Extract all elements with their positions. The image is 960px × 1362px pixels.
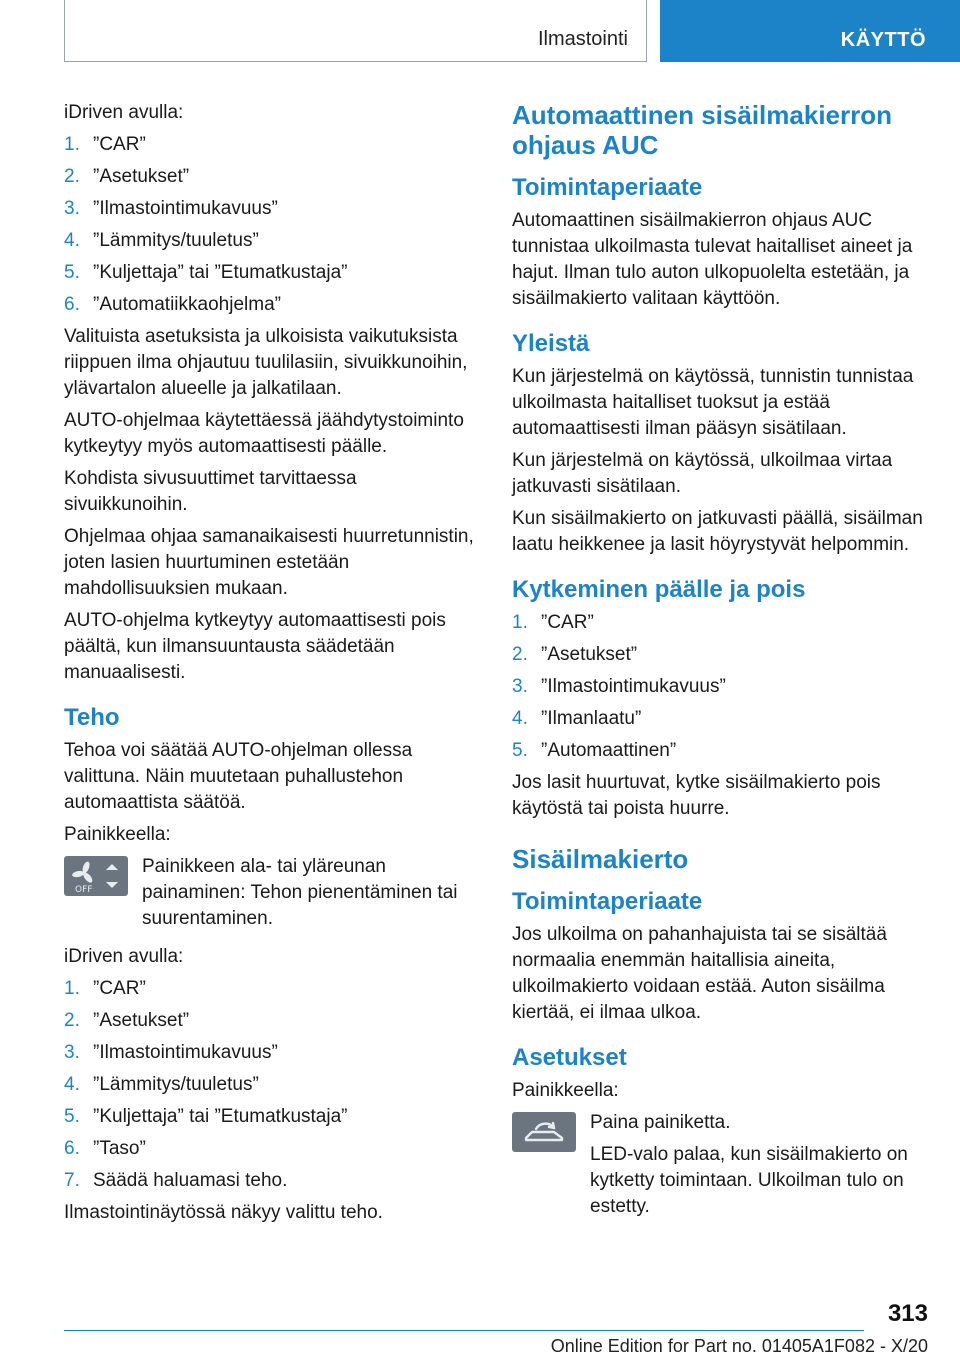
list-item: 6. ”Automatiikkaohjelma” (64, 294, 281, 315)
list-item: 4. ”Lämmitys/tuuletus” (64, 230, 259, 251)
idrive-intro: iDriven avulla: (64, 946, 184, 967)
paragraph: AUTO-ohjelmaa käytettäessä jäähdytystoiminto kytkeytyy myös automaattisesti päälle. (64, 410, 464, 457)
right-column (512, 100, 928, 1226)
list-item: 2. ”Asetukset” (64, 1010, 190, 1031)
paragraph: Jos ulkoilma on pahanhajuista tai se sisältää normaalia enemmän haitallisia aineita, ulkoilmakierto voidaan estää. Auton sisäilma kiertää, ei ilmaa ulkoa. (512, 924, 887, 1023)
header-section-box (64, 0, 647, 62)
paragraph: Kun järjestelmä on käytössä, tunnistin tunnistaa ulkoilmasta haitalliset tuoksut ja estää automaattisesti ilman pääsyn sisätilaan. (512, 366, 914, 439)
page-number: 313 (887, 1300, 928, 1327)
paragraph: Painikkeella: (512, 1080, 619, 1101)
paragraph: Valituista asetuksista ja ulkoisista vaikutuksista riippuen ilma ohjautuu tuulilasiin, sivuikkunoihin, ylävartalon alueelle ja jalkatilaan. (64, 326, 468, 399)
heading-sisailmakierto: Sisäilmakierto (512, 844, 689, 874)
footer-edition: Online Edition for Part no. 01405A1F082 - X/20 (550, 1336, 928, 1356)
recirculation-description: LED-valo palaa, kun sisäilmakierto on kytketty toimintaan. Ulkoilman tulo on estetty. (590, 1144, 908, 1217)
heading-auc: Automaattinen sisäilmakierron ohjaus AUC (512, 100, 892, 160)
idrive-intro: iDriven avulla: (64, 102, 184, 123)
recirculation-instruction: Paina painiketta. (590, 1112, 731, 1133)
list-item: 1. ”CAR” (64, 978, 146, 999)
list-item: 2. ”Asetukset” (512, 644, 638, 665)
header-section-title: Ilmastointi (537, 28, 628, 50)
list-item: 5. ”Kuljettaja” tai ”Etumatkustaja” (64, 1106, 348, 1127)
heading-teho: Teho (64, 704, 120, 731)
paragraph: Painikkeella: (64, 824, 171, 845)
list-item: 3. ”Ilmastointimukavuus” (64, 198, 278, 219)
header-chapter-tab (660, 0, 960, 62)
paragraph: Ilmastointinäytössä näkyy valittu teho. (64, 1202, 383, 1223)
paragraph: Kun järjestelmä on käytössä, ulkoilmaa virtaa jatkuvasti sisätilaan. (512, 450, 893, 497)
header-chapter-title: KÄYTTÖ (840, 29, 926, 51)
list-item: 3. ”Ilmastointimukavuus” (512, 676, 726, 697)
heading-toimintaperiaate-2: Toimintaperiaate (512, 888, 703, 915)
heading-yleista: Yleistä (512, 330, 590, 357)
fan-button-icon (64, 856, 128, 896)
recirculation-button-icon (512, 1112, 576, 1152)
steps-list-3 (512, 610, 928, 764)
left-column (64, 100, 484, 1232)
paragraph: Kun sisäilmakierto on jatkuvasti päällä, sisäilman laatu heikkenee ja lasit höyrystyvät helpommin. (512, 508, 923, 555)
list-item: 5. ”Automaattinen” (512, 740, 677, 761)
steps-list-2 (64, 976, 484, 1194)
heading-kytkeminen: Kytkeminen päälle ja pois (512, 576, 806, 603)
paragraph: Automaattinen sisäilmakierron ohjaus AUC tunnistaa ulkoilmasta tulevat haitalliset aineet ja hajut. Ilman tulo auton ulkopuolelta estetään, ja sisäilmakierto valitaan käyttöön. (512, 210, 913, 309)
paragraph: Tehoa voi säätää AUTO-ohjelman ollessa valittuna. Näin muutetaan puhallustehon automaattista säätöä. (64, 740, 413, 813)
list-item: 5. ”Kuljettaja” tai ”Etumatkustaja” (64, 262, 348, 283)
fan-button-description: Painikkeen ala- tai yläreunan painaminen: Tehon pienentäminen tai suurentaminen. (142, 856, 458, 929)
heading-asetukset: Asetukset (512, 1044, 627, 1071)
steps-list-1 (64, 132, 484, 318)
paragraph: Jos lasit huurtuvat, kytke sisäilmakierto pois käytöstä tai poista huurre. (512, 772, 881, 819)
list-item: 1. ”CAR” (512, 612, 594, 633)
svg-text:OFF: OFF (75, 885, 93, 895)
list-item: 1. ”CAR” (64, 134, 146, 155)
recirculation-button-block (512, 1110, 928, 1220)
list-item: 6. ”Taso” (64, 1138, 146, 1159)
heading-toimintaperiaate: Toimintaperiaate (512, 174, 703, 201)
fan-button-block (64, 854, 484, 932)
list-item: 7. Säädä haluamasi teho. (64, 1170, 288, 1191)
list-item: 4. ”Lämmitys/tuuletus” (64, 1074, 259, 1095)
list-item: 4. ”Ilmanlaatu” (512, 708, 642, 729)
footer-divider (64, 1330, 864, 1331)
list-item: 3. ”Ilmastointimukavuus” (64, 1042, 278, 1063)
paragraph: Ohjelmaa ohjaa samanaikaisesti huurretunnistin, joten lasien huurtuminen estetään mahdollisuuksien mukaan. (64, 526, 474, 599)
paragraph: Kohdista sivusuuttimet tarvittaessa sivuikkunoihin. (64, 468, 357, 515)
paragraph: AUTO-ohjelma kytkeytyy automaattisesti pois päältä, kun ilmansuuntausta säädetään manuaalisesti. (64, 610, 446, 683)
list-item: 2. ”Asetukset” (64, 166, 190, 187)
